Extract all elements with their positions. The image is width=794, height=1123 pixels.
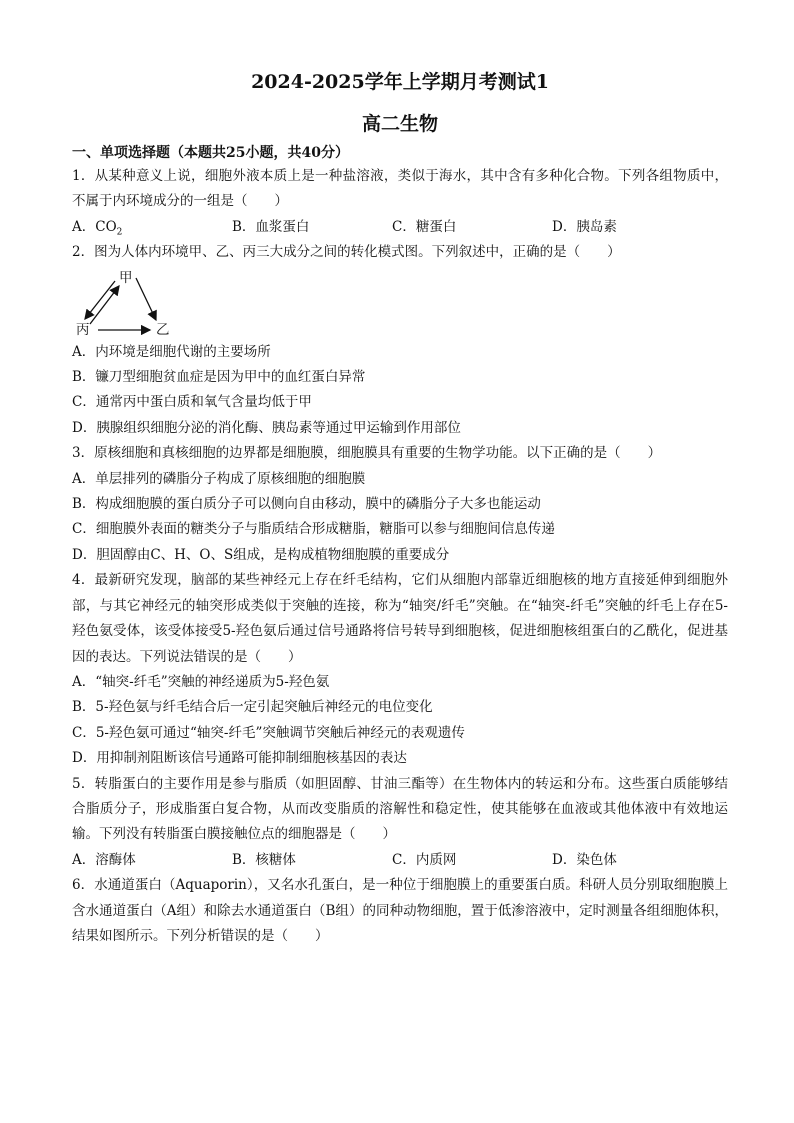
question-4-option-d: D．用抑制剂阻断该信号通路可能抑制细胞核基因的表达: [72, 750, 407, 767]
question-5-stem: 5．转脂蛋白的主要作用是参与脂质（如胆固醇、甘油三酯等）在生物体内的转运和分布。这些蛋白质能够结合脂质分子，形成脂蛋白复合物，从而改变脂质的溶解性和稳定性，使其能够在血液或其他体液中有效地运输。下列没有转脂蛋白膜接触位点的细胞器是（ ）: [72, 775, 728, 843]
label-jia: 甲: [119, 269, 133, 286]
question-3-option-d: D．胆固醇由C、H、O、S组成，是构成植物细胞膜的重要成分: [72, 546, 450, 563]
question-1-option-a: [72, 215, 232, 240]
question-6: [72, 873, 728, 949]
arrow-bing-to-jia: [90, 286, 119, 324]
question-5-option-c: C．内质网: [392, 851, 457, 868]
exam-title: 2024-2025学年上学期月考测试1: [251, 71, 549, 93]
question-4-option-a: A．“轴突-纤毛”突触的神经递质为5-羟色氨: [72, 673, 330, 690]
question-3: [72, 441, 728, 568]
question-5: [72, 772, 728, 874]
question-5-option-a: A．溶酶体: [72, 851, 136, 868]
question-5-option-d: D．染色体: [552, 851, 617, 868]
question-1-option-d: D．胰岛素: [552, 218, 617, 235]
question-2-option-d: D．胰腺组织细胞分泌的消化酶、胰岛素等通过甲运输到作用部位: [72, 419, 461, 436]
question-3-option-a: A．单层排列的磷脂分子构成了原核细胞的细胞膜: [72, 470, 366, 487]
question-2-stem: 2．图为人体内环境甲、乙、丙三大成分之间的转化模式图。下列叙述中，正确的是（ ）: [72, 244, 621, 261]
question-1-option-c: C．糖蛋白: [392, 218, 457, 235]
arrow-jia-to-yi: [136, 278, 156, 320]
question-4-stem: 4．最新研究发现，脑部的某些神经元上存在纤毛结构，它们从细胞内部靠近细胞核的地方直接延伸到细胞外部，与其它神经元的轴突形成类似于突触的连接，称为“轴突/纤毛”突触。在“轴突-纤毛”突触的纤毛上存在5-羟色氨受体，该受体接受5-羟色氨后通过信号通路将信号转导到细胞核，促进细胞核组蛋白的乙酰化，促进基因的表达。下列说法错误的是（ ）: [72, 572, 728, 665]
question-2-option-c: C．通常丙中蛋白质和氧气含量均低于甲: [72, 394, 312, 411]
arrow-jia-to-bing: [85, 281, 115, 319]
question-4-option-c: C．5-羟色氨可通过“轴突-纤毛”突触调节突触后神经元的表观遗传: [72, 724, 465, 741]
question-2-option-b: B．镰刀型细胞贫血症是因为甲中的血红蛋白异常: [72, 369, 366, 386]
question-4-option-b: B．5-羟色氨与纤毛结合后一定引起突触后神经元的电位变化: [72, 699, 433, 716]
question-3-stem: 3．原核细胞和真核细胞的边界都是细胞膜，细胞膜具有重要的生物学功能。以下正确的是（ ）: [72, 445, 662, 462]
body-fluid-diagram: [76, 270, 176, 338]
question-2: [72, 240, 728, 441]
question-3-option-b: B．构成细胞膜的蛋白质分子可以侧向自由移动，膜中的磷脂分子大多也能运动: [72, 496, 541, 513]
question-6-stem: 6．水通道蛋白（Aquaporin），又名水孔蛋白，是一种位于细胞膜上的重要蛋白质。科研人员分别取细胞膜上含水通道蛋白（A组）和除去水通道蛋白（B组）的同种动物细胞，置于低渗溶液中，定时测量各组细胞体积，结果如图所示。下列分析错误的是（ ）: [72, 877, 728, 944]
question-5-options: [72, 848, 728, 873]
question-4: [72, 568, 728, 771]
option-a-text: A．CO: [72, 218, 117, 235]
question-5-option-b: B．核糖体: [232, 851, 296, 868]
question-3-option-c: C．细胞膜外表面的糖类分子与脂质结合形成糖脂，糖脂可以参与细胞间信息传递: [72, 521, 555, 538]
exam-page: [72, 68, 728, 949]
section-heading: 一、单项选择题（本题共25小题，共40分）: [72, 145, 349, 161]
label-bing: 丙: [76, 321, 90, 338]
question-1-options: [72, 215, 728, 240]
question-1: [72, 164, 728, 240]
question-2-option-a: A．内环境是细胞代谢的主要场所: [72, 343, 271, 360]
label-yi: 乙: [156, 321, 170, 338]
question-1-stem: 1．从某种意义上说，细胞外液本质上是一种盐溶液，类似于海水，其中含有多种化合物。下列各组物质中，不属于内环境成分的一组是（ ）: [72, 168, 728, 210]
option-a-subscript: 2: [116, 227, 123, 238]
question-1-option-b: B．血浆蛋白: [232, 218, 310, 235]
exam-subtitle: 高二生物: [361, 113, 438, 135]
